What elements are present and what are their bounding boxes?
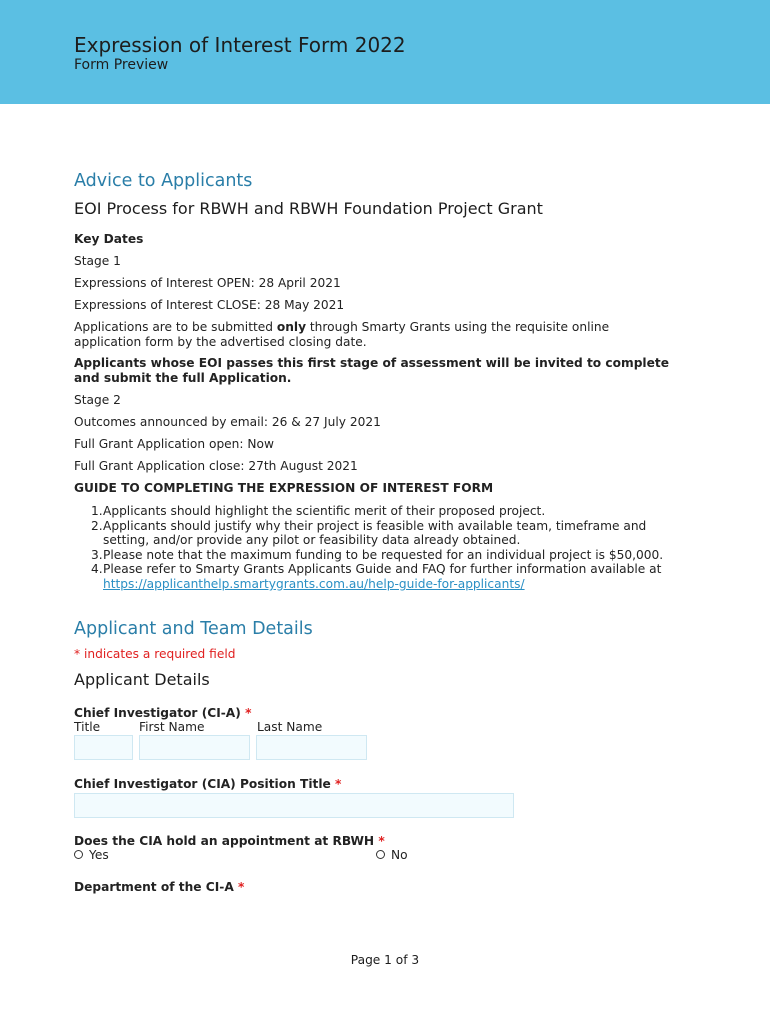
list-item-number: 1. [91,504,103,518]
full-close-date: Full Grant Application close: 27th August 2021 [74,459,358,473]
required-asterisk: * [238,879,245,894]
list-item-text: Please note that the maximum funding to be requested for an individual project is $50,000. [103,547,664,562]
appointment-label [74,834,674,848]
outcomes-date: Outcomes announced by email: 26 & 27 July 2021 [74,415,381,429]
list-item-number: 3. [91,547,103,562]
form-content [74,171,674,894]
title-input[interactable] [74,735,133,760]
first-name-input[interactable] [139,735,250,760]
list-item-text: Applicants should highlight the scientific merit of their proposed project. [103,504,546,518]
applicant-details-heading: Applicant Details [74,669,210,689]
eoi-close-date: Expressions of Interest CLOSE: 28 May 2021 [74,298,345,312]
required-asterisk: * [335,776,342,791]
first-name-label: First Name [139,719,205,734]
list-item-number: 4. [91,562,103,577]
guide-heading: GUIDE TO COMPLETING THE EXPRESSION OF INTEREST FORM [74,481,494,495]
submit-note-only: only [276,320,307,334]
list-item-text: Please refer to Smarty Grants Applicants Guide and FAQ for further information available at [103,562,662,577]
page-number: Page 1 of 3 [350,953,420,967]
list-item-number: 2. [91,518,103,533]
submit-note-post: through Smarty Grants using the requisite online application form by the advertised closing date. [74,320,610,349]
appointment-radio-group [74,848,674,863]
submit-note-pre: Applications are to be submitted [74,320,277,334]
ci-label [74,706,674,720]
submit-note [74,320,674,350]
ci-label-text: Chief Investigator (CI-A) [74,705,241,720]
position-inputs [74,793,674,819]
appointment-yes-radio[interactable] [74,848,109,862]
radio-yes-label: Yes [89,847,109,862]
required-asterisk: * [245,705,252,720]
guide-list [91,504,674,592]
page-header [0,0,770,104]
title-label: Title [74,719,101,734]
advice-subheading: EOI Process for RBWH and RBWH Foundation Project Grant [74,199,543,218]
list-item [91,519,674,548]
position-title-input[interactable] [74,793,514,818]
position-label-text: Chief Investigator (CIA) Position Title [74,776,331,791]
form-title: Expression of Interest Form 2022 [74,33,406,57]
department-label [74,880,674,894]
radio-circle-icon [376,850,385,859]
passes-note: Applicants whose EOI passes this first stage of assessment will be invited to complete and submit the full Application. [74,356,669,385]
stage1-label: Stage 1 [74,254,121,268]
last-name-input[interactable] [256,735,367,760]
list-item-text: Applicants should justify why their project is feasible with available team, timeframe and setting, and/or provide any pilot or feasibility data already obtained. [103,518,647,548]
required-note: * indicates a required field [74,646,236,661]
form-subtitle: Form Preview [74,57,169,73]
list-item [91,504,674,519]
appointment-label-text: Does the CIA hold an appointment at RBWH [74,833,375,848]
department-label-text: Department of the CI-A [74,879,234,894]
name-inputs [74,735,674,761]
guide-link[interactable]: https://applicanthelp.smartygrants.com.au/help-guide-for-applicants/ [103,576,525,591]
list-item [91,562,674,591]
name-sub-labels [74,720,674,735]
required-asterisk: * [378,833,385,848]
team-heading: Applicant and Team Details [74,618,313,639]
last-name-label: Last Name [257,719,323,734]
eoi-open-date: Expressions of Interest OPEN: 28 April 2021 [74,276,341,290]
advice-heading: Advice to Applicants [74,171,253,191]
appointment-no-radio[interactable] [376,848,408,862]
radio-circle-icon [74,850,83,859]
radio-no-label: No [391,847,408,862]
position-label [74,777,674,791]
stage2-label: Stage 2 [74,393,121,407]
key-dates-heading: Key Dates [74,232,144,246]
full-open-date: Full Grant Application open: Now [74,437,274,451]
list-item [91,548,674,563]
